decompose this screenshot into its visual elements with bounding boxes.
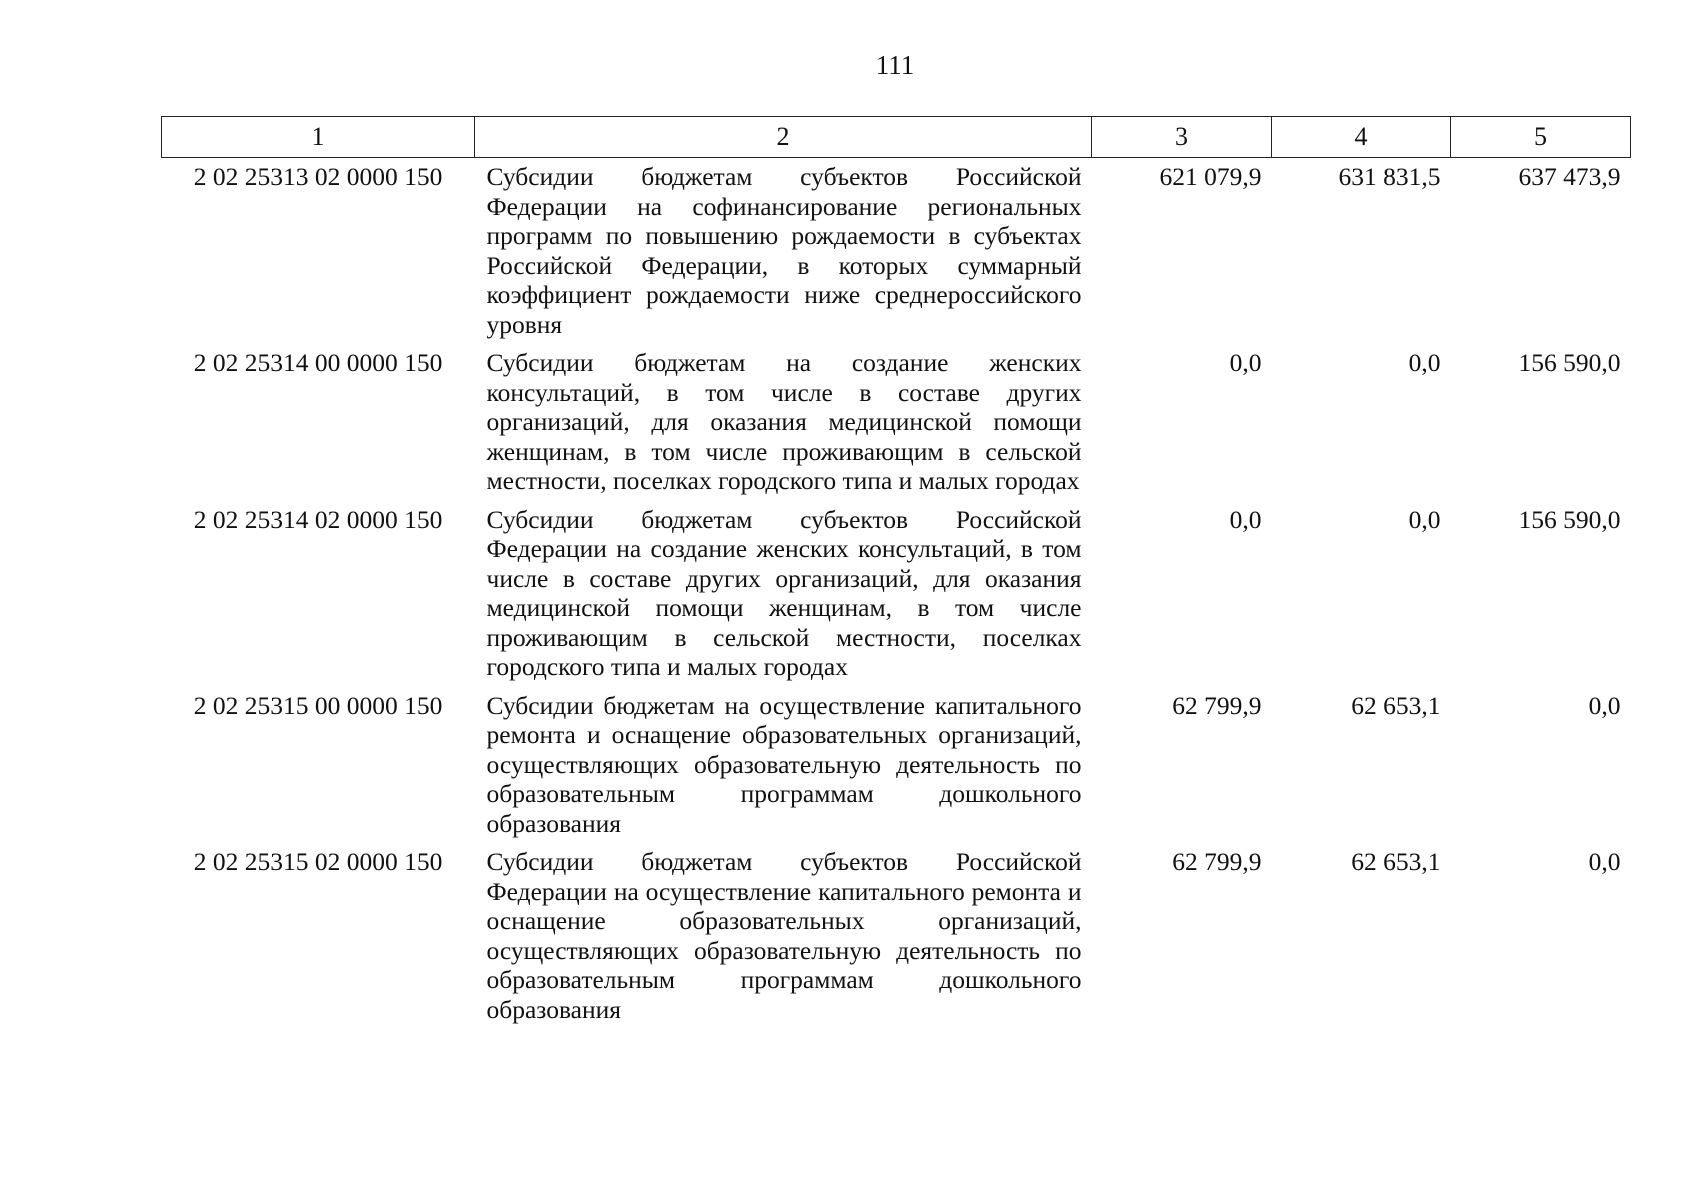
value-col5-cell: 0,0 [1588,847,1621,876]
budget-code-cell: 2 02 25315 02 0000 150 [193,847,443,876]
description-cell: Субсидии бюджетам субъектов Российской Федерации на софинансирование региональных программ по повышению рождаемости в субъектах Российской Федерации, в которых суммарный коэффициент рождаемости ниже среднероссийского уровня [486,162,1082,339]
table-row [162,348,1631,505]
value-col5-cell: 637 473,9 [1518,162,1621,191]
budget-code-cell: 2 02 25314 00 0000 150 [193,348,443,377]
value-col3-cell: 0,0 [1229,504,1262,534]
column-header-3: 3 [1092,117,1272,158]
table-body [162,158,1631,1034]
value-col4-cell: 62 653,1 [1351,847,1441,876]
budget-code-cell: 2 02 25314 02 0000 150 [193,504,443,534]
value-col4-cell: 0,0 [1408,348,1441,377]
value-col4-cell: 62 653,1 [1351,690,1441,720]
column-header-1: 1 [162,117,475,158]
table-header-row [162,117,1631,158]
table-row [162,158,1631,349]
table-row [162,691,1631,848]
description-cell: Субсидии бюджетам субъектов Российской Федерации на осуществление капитального ремонта и оснащение образовательных организаций, осуществляющих образовательную деятельность по образовательным программам дошкольного образования [486,847,1082,1024]
value-col5-cell: 156 590,0 [1518,504,1621,534]
column-header-5: 5 [1451,117,1631,158]
table-row [162,505,1631,691]
budget-table [161,116,1631,1033]
value-col4-cell: 0,0 [1408,504,1441,534]
budget-code-cell: 2 02 25315 00 0000 150 [193,690,443,720]
value-col3-cell: 62 799,9 [1172,847,1262,876]
description-cell: Субсидии бюджетам на создание женских консультаций, в том числе в составе других организаций, для оказания медицинской помощи женщинам, в том числе проживающим в сельской местности, поселках городского типа и малых городах [486,348,1082,495]
description-cell: Субсидии бюджетам на осуществление капитального ремонта и оснащение образовательных организаций, осуществляющих образовательную деятельность по образовательным программам дошкольного образования [486,690,1082,838]
value-col4-cell: 631 831,5 [1338,162,1441,191]
column-header-2: 2 [475,117,1092,158]
budget-code-cell: 2 02 25313 02 0000 150 [193,162,443,191]
page-number: 111 [875,50,915,80]
table-row [162,847,1631,1033]
value-col3-cell: 0,0 [1229,348,1262,377]
value-col3-cell: 621 079,9 [1159,162,1262,191]
budget-table-container [161,116,1630,1033]
value-col3-cell: 62 799,9 [1172,690,1262,720]
table-header [162,117,1631,158]
value-col5-cell: 0,0 [1588,690,1621,720]
value-col5-cell: 156 590,0 [1518,348,1621,377]
description-cell: Субсидии бюджетам субъектов Российской Федерации на создание женских консультаций, в том числе в составе других организаций, для оказания медицинской помощи женщинам, в том числе проживающим в сельской местности, поселках городского типа и малых городах [486,504,1082,681]
column-header-4: 4 [1272,117,1451,158]
